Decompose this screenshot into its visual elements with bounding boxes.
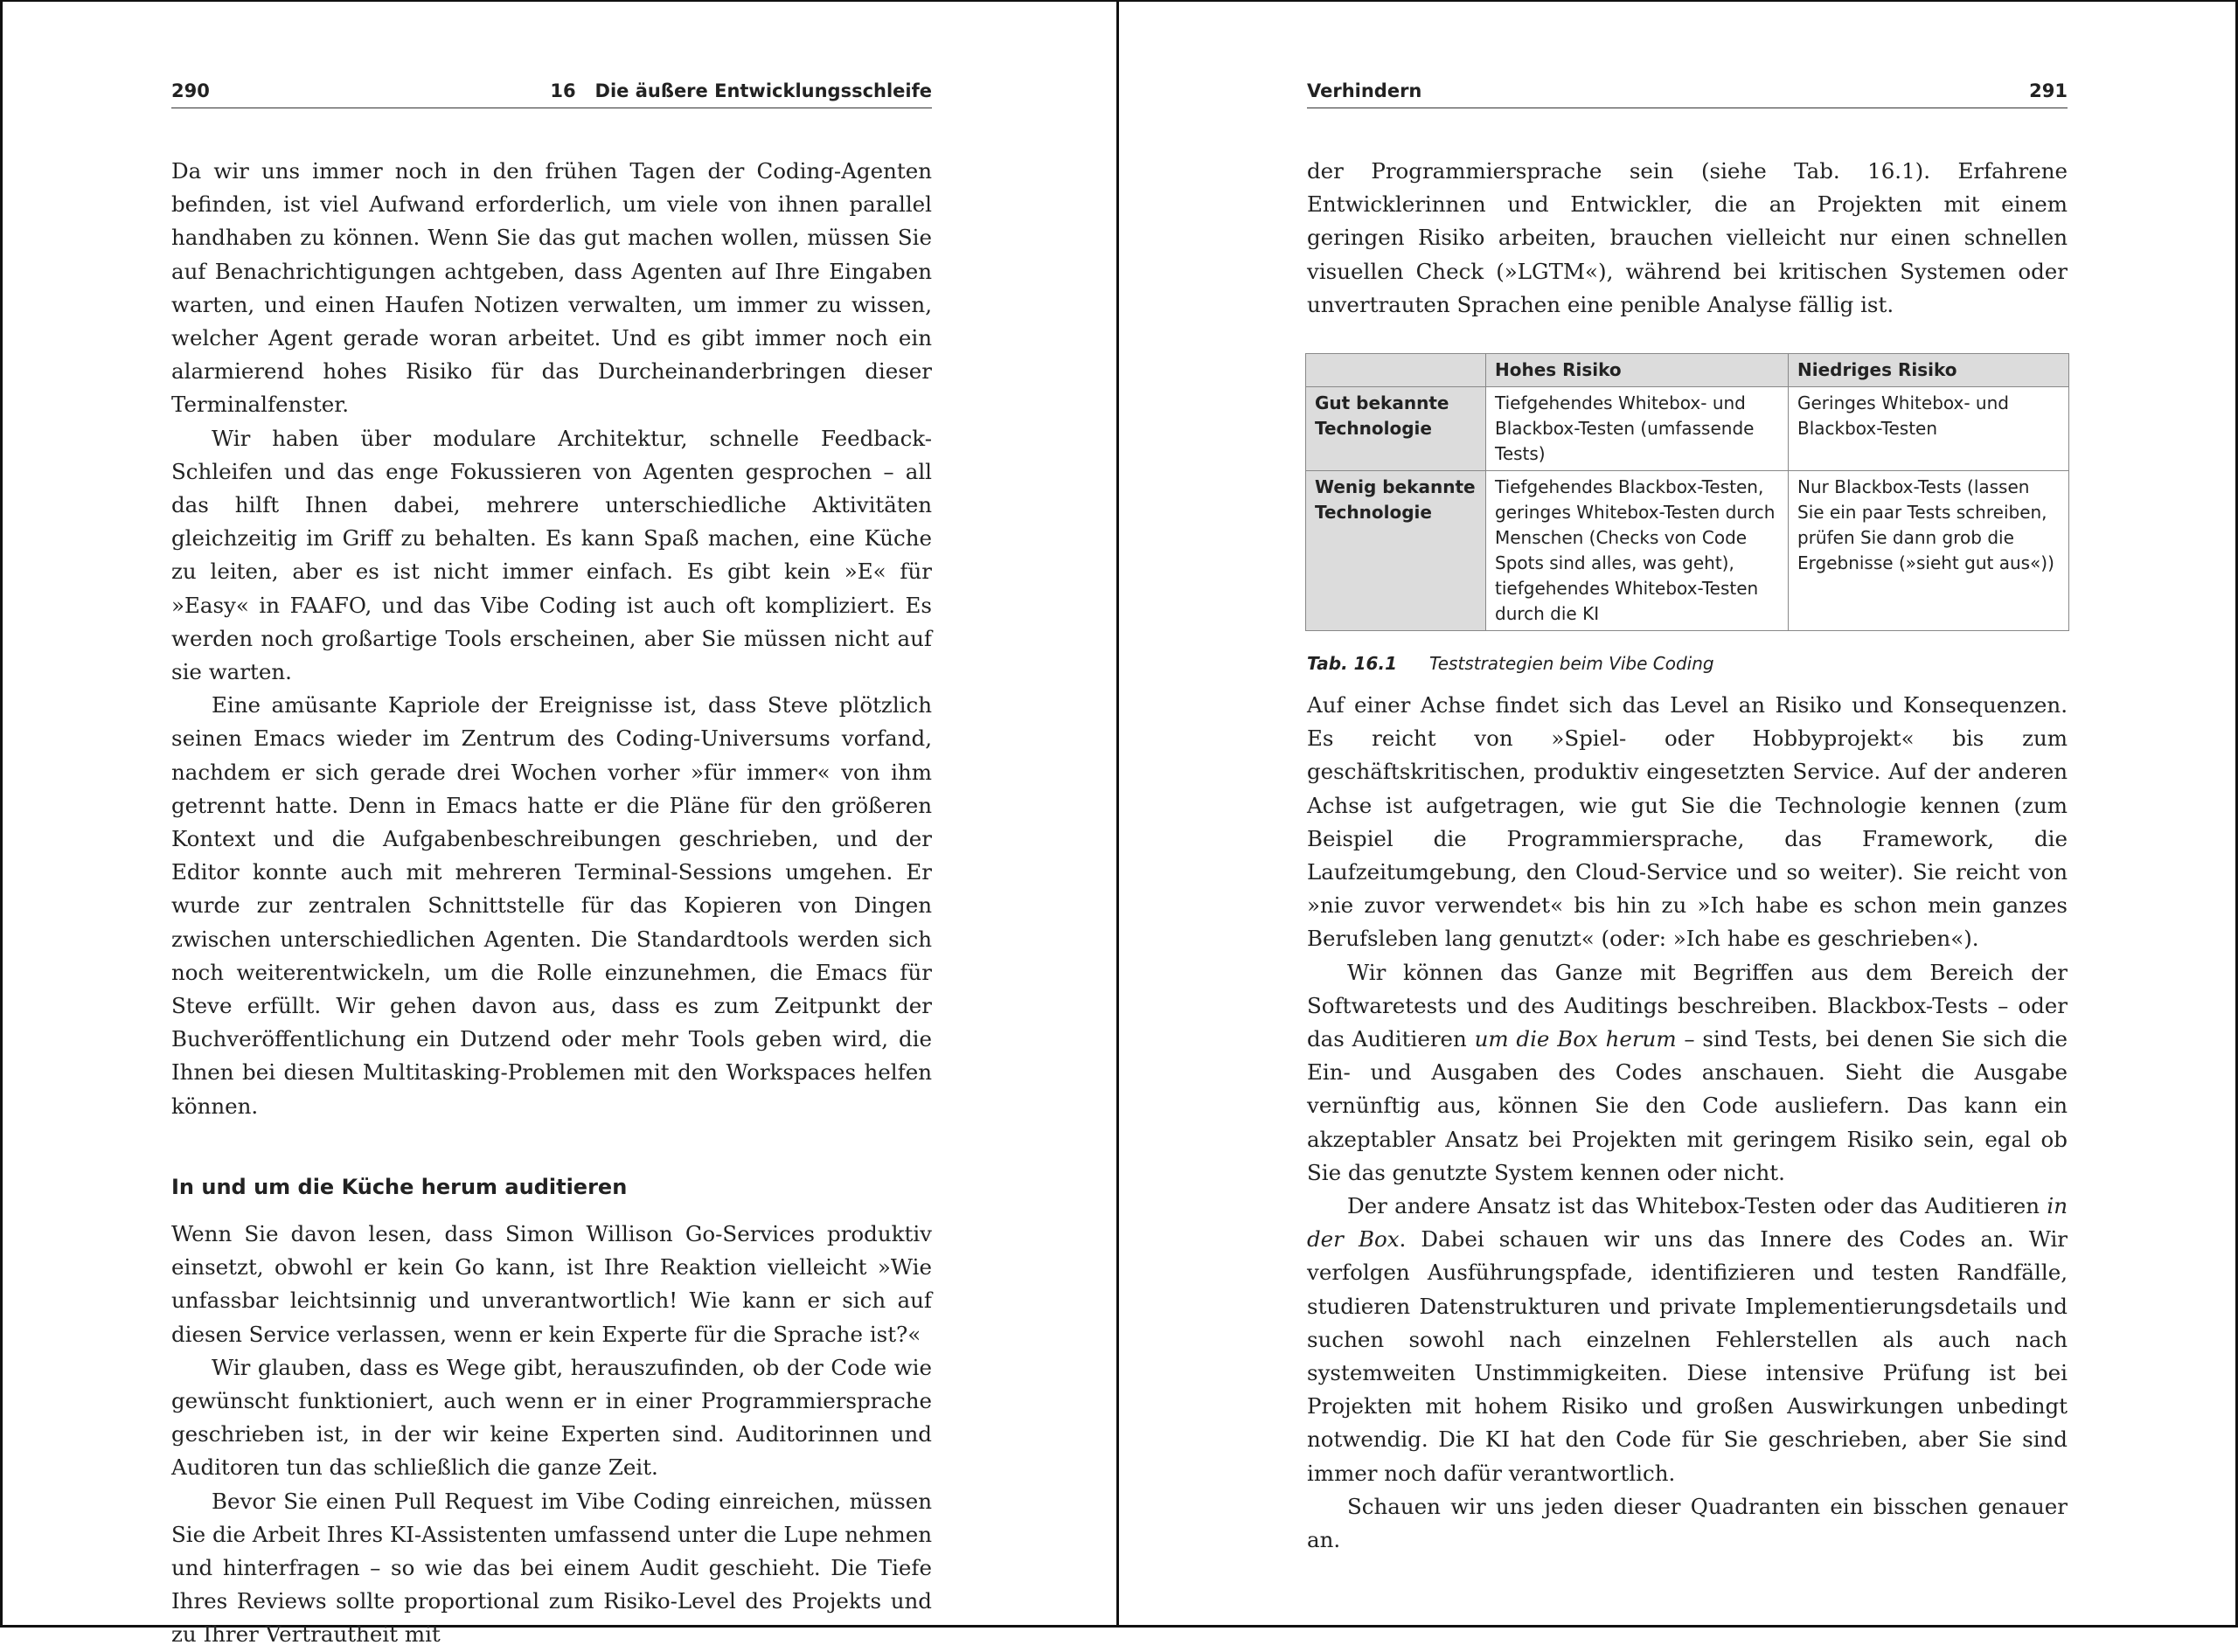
table-header-cell: [1306, 354, 1486, 387]
caption-label: Tab. 16.1: [1307, 653, 1397, 675]
table-header-row: [1306, 354, 2069, 387]
table-header-cell: Hohes Risiko: [1486, 354, 1789, 387]
paragraph: Da wir uns immer noch in den frühen Tagen der Coding-Agenten befinden, ist viel Aufwand erforderlich, um viele von ihnen parallel handhaben zu können. Wenn Sie das gut machen wollen, müssen Sie auf Benachrichtigungen achtgeben, dass Agenten auf Ihre Eingaben warten, und einen Haufen Notizen verwalten, um immer zu wissen, welcher Agent gerade woran arbeitet. Und es gibt immer noch ein alarmierend hohes Risiko für das Durcheinanderbringen dieser Terminalfenster.: [171, 158, 932, 418]
page-number: 290: [171, 80, 210, 101]
paragraph: Wenn Sie davon lesen, dass Simon Willison Go-Services produktiv einsetzt, obwohl er kein Go kann, ist Ihre Reaktion vielleicht »Wie unfassbar leichtsinnig und unverantwortlich! Wie kann er sich auf diesen Service verlassen, wenn er kein Experte für die Sprache ist?«: [171, 1220, 932, 1347]
table-cell: Tiefgehendes Whitebox- und Blackbox-Testen (umfassende Tests): [1486, 387, 1789, 471]
emphasis-text: in der Box: [1307, 1193, 2068, 1253]
left-page: [0, 0, 1117, 1648]
section-heading: In und um die Küche herum auditieren: [171, 1174, 628, 1199]
paragraph: Schauen wir uns jeden dieser Quadranten ein bisschen genauer an.: [1307, 1493, 2068, 1553]
right-body-text: [1307, 155, 2068, 1557]
paragraph: Wir haben über modulare Architektur, schnelle Feedback-Schleifen und das enge Fokussieren von Agenten gesprochen – all das hilft Ihnen dabei, mehrere unterschiedliche Aktivitäten gleichzeitig im Griff zu behalten. Es kann Spaß machen, eine Küche zu leiten, aber es ist nicht immer einfach. Es gibt kein »E« für »Easy« in FAAFO, und das Vibe Coding ist auch oft kompliziert. Es werden noch großartige Tools erscheinen, aber Sie müssen nicht auf sie warten.: [171, 425, 932, 685]
section-title: Verhindern: [1307, 80, 1422, 101]
paragraph: der Programmiersprache sein (siehe Tab. 16.1). Erfahrene Entwicklerinnen und Entwickler, die an Projekten mit einem geringen Risiko arbeiten, brauchen vielleicht nur einen schnellen visuellen Check (»LGTM«), während bei kritischen Systemen oder unvertrauten Sprachen eine penible Analyse fällig ist.: [1307, 158, 2068, 317]
table-row: [1306, 387, 2069, 471]
test-strategy-table: [1305, 353, 2069, 631]
paragraph: [1307, 1190, 2068, 1490]
row-label: Gut bekannte Technologie: [1306, 387, 1486, 471]
paragraph-text: Der andere Ansatz ist das Whitebox-Testen oder das Auditieren: [1347, 1193, 2047, 1219]
running-head-left: [171, 79, 932, 108]
page-number: 291: [2029, 80, 2068, 101]
paragraph-text: Wir können das Ganze mit Begriffen aus dem Bereich der Softwaretests und des Auditings beschreiben. Blackbox-Tests – oder das Auditieren: [1307, 959, 2068, 1052]
row-label: Wenig bekannte Technologie: [1306, 471, 1486, 631]
paragraph: Wir glauben, dass es Wege gibt, herauszufinden, ob der Code wie gewünscht funktioniert, auch wenn er in einer Programmiersprache geschrieben ist, in der wir keine Experten sind. Auditorinnen und Auditoren tun das schließlich die ganze Zeit.: [171, 1354, 932, 1481]
paragraph: Auf einer Achse findet sich das Level an Risiko und Konsequenzen. Es reicht von »Spiel- oder Hobbyprojekt« bis zum geschäftskritischen, produktiv eingesetzten Service. Auf der anderen Achse ist aufgetragen, wie gut Sie die Technologie kennen (zum Beispiel die Programmiersprache, das Framework, die Laufzeitumgebung, den Cloud-Service und so weiter). Sie reicht von »nie zuvor verwendet« bis hin zu »Ich habe es schon mein ganzes Berufsleben lang genutzt« (oder: »Ich habe es geschrieben«).: [1307, 692, 2068, 952]
table-row: [1306, 471, 2069, 631]
caption-text: Teststrategien beim Vibe Coding: [1429, 653, 1714, 675]
left-body-text: [171, 155, 932, 1652]
table-caption: [1307, 650, 2068, 677]
table-header-cell: Niedriges Risiko: [1789, 354, 2069, 387]
right-page: [1119, 0, 2238, 1628]
running-head-right: [1307, 79, 2068, 108]
paragraph-text: – sind Tests, bei denen Sie sich die Ein- und Ausgaben des Codes anschauen. Sieht die Ausgabe vernünftig aus, können Sie den Code ausliefern. Das kann ein akzeptabler Ansatz bei Projekten mit geringem Risiko sein, egal ob Sie das genutzte System kennen oder nicht.: [1307, 1026, 2068, 1185]
paragraph: Bevor Sie einen Pull Request im Vibe Coding einreichen, müssen Sie die Arbeit Ihres KI-Assistenten umfassend unter die Lupe nehmen und hinterfragen – so wie das bei einem Audit geschieht. Die Tiefe Ihres Reviews sollte proportional zum Risiko-Level des Projekts und zu Ihrer Vertrautheit mit: [171, 1488, 932, 1648]
paragraph: [1307, 956, 2068, 1190]
chapter-title: 16 Die äußere Entwicklungsschleife: [550, 80, 932, 101]
emphasis-text: um die Box herum: [1474, 1026, 1677, 1052]
paragraph: Eine amüsante Kapriole der Ereignisse ist, dass Steve plötzlich seinen Emacs wieder im Zentrum des Coding-Universums vorfand, nachdem er sich gerade drei Wochen vorher »für immer« von ihm getrennt hatte. Denn in Emacs hatte er die Pläne für den größeren Kontext und die Aufgabenbeschreibungen geschrieben, und der Editor konnte auch mit mehreren Terminal-Sessions umgehen. Er wurde zur zentralen Schnittstelle für das Kopieren von Dingen zwischen unterschiedlichen Agenten. Die Standardtools werden sich noch weiterentwickeln, um die Rolle einzunehmen, die Emacs für Steve erfüllt. Wir gehen davon aus, dass es zum Zeitpunkt der Buchveröffentlichung ein Dutzend oder mehr Tools geben wird, die Ihnen bei diesen Multitasking-Problemen mit den Workspaces helfen können.: [171, 692, 932, 1119]
table-cell: Nur Blackbox-Tests (lassen Sie ein paar Tests schreiben, prüfen Sie dann grob die Ergebnisse (»sieht gut aus«)): [1789, 471, 2069, 631]
paragraph-text: . Dabei schauen wir uns das Innere des Codes an. Wir verfolgen Ausführungspfade, identifizieren und testen Randfälle, studieren Datenstrukturen und private Implementierungsdetails und suchen sowohl nach einzelnen Fehlerstellen als auch nach systemweiten Unstimmigkeiten. Diese intensive Prüfung ist bei Projekten mit hohem Risiko und großen Auswirkungen unbedingt notwendig. Die KI hat den Code für Sie geschrieben, aber Sie sind immer noch dafür verantwortlich.: [1307, 1226, 2068, 1486]
table-cell: Geringes Whitebox- und Blackbox-Testen: [1789, 387, 2069, 471]
table-cell: Tiefgehendes Blackbox-Testen, geringes Whitebox-Testen durch Menschen (Checks von Code Spots sind alles, was geht), tiefgehendes Whitebox-Testen durch die KI: [1486, 471, 1789, 631]
